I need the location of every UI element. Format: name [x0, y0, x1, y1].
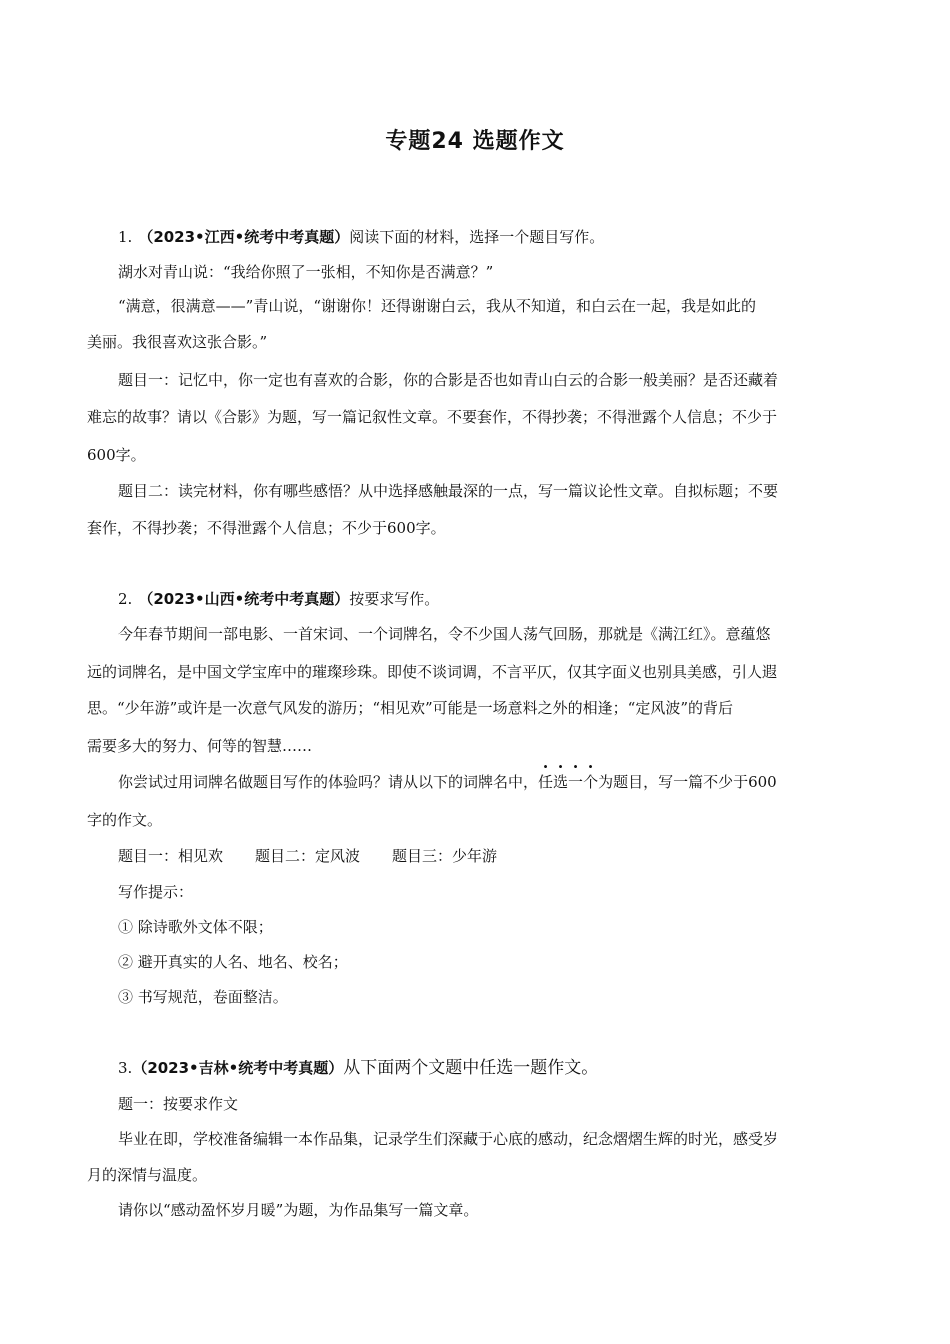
question-1-number: 1.	[118, 228, 133, 246]
emphasis-char: 一	[568, 773, 584, 791]
q2-paragraph: 思。“少年游”或许是一次意气风发的游历；“相见欢”可能是一场意料之外的相逢；“定风波”的背后	[87, 699, 734, 717]
question-1-header	[118, 227, 604, 247]
question-2-header	[118, 589, 439, 609]
emphasis-char: 选	[553, 773, 569, 791]
q2-requirement-text: 为题目，写一篇不少于600	[598, 773, 777, 791]
emphasis-char: 个	[583, 773, 599, 791]
question-1-instruction: 阅读下面的材料，选择一个题目写作。	[349, 228, 605, 246]
q1-topic-1: 难忘的故事？请以《合影》为题，写一篇记叙性文章。不要套作，不得抄袭；不得泄露个人信息；不少于	[87, 408, 778, 426]
emphasis-char: 任	[538, 773, 554, 791]
q2-option-3: 题目三：少年游	[392, 847, 498, 865]
question-3-number: 3.	[118, 1059, 133, 1077]
q3-paragraph: 请你以“感动盈怀岁月暖”为题，为作品集写一篇文章。	[118, 1201, 479, 1219]
q2-option-2: 题目二：定风波	[255, 847, 361, 865]
q2-tip: ③ 书写规范，卷面整洁。	[118, 988, 288, 1006]
q2-paragraph: 远的词牌名，是中国文学宝库中的璀璨珍珠。即使不谈词调，不言平仄，仅其字面义也别具美感，引人遐	[87, 663, 778, 681]
q2-tips-heading: 写作提示：	[118, 883, 194, 901]
q1-topic-2: 套作，不得抄袭；不得泄露个人信息；不少于600字。	[87, 519, 446, 537]
question-2-instruction: 按要求写作。	[349, 590, 440, 608]
question-3-source: （2023•吉林•统考中考真题）	[132, 1059, 344, 1077]
q2-option-1: 题目一：相见欢	[118, 847, 224, 865]
page-title: 专题24 选题作文	[385, 129, 565, 154]
q1-paragraph: 湖水对青山说：“我给你照了一张相，不知你是否满意？”	[118, 263, 494, 281]
q1-topic-2: 题目二：读完材料，你有哪些感悟？从中选择感触最深的一点，写一篇议论性文章。自拟标题；不要	[118, 482, 779, 500]
q3-topic-1: 题一：按要求作文	[118, 1095, 239, 1113]
question-3-header	[118, 1058, 598, 1078]
q1-paragraph: 美丽。我很喜欢这张合影。”	[87, 333, 268, 351]
question-2-source: （2023•山西•统考中考真题）	[138, 590, 350, 608]
question-3-instruction: 从下面两个文题中任选一题作文。	[343, 1058, 599, 1078]
q3-paragraph: 毕业在即，学校准备编辑一本作品集，记录学生们深藏于心底的感动，纪念熠熠生辉的时光，感受岁	[118, 1130, 779, 1148]
q1-paragraph: “满意，很满意——”青山说，“谢谢你！还得谢谢白云，我从不知道，和白云在一起，我是如此的	[118, 297, 757, 315]
q2-paragraph: 今年春节期间一部电影、一首宋词、一个词牌名，令不少国人荡气回肠，那就是《满江红》。意蕴悠	[118, 625, 771, 643]
q2-tip: ① 除诗歌外文体不限；	[118, 918, 273, 936]
q2-options	[118, 846, 497, 866]
q3-paragraph: 月的深情与温度。	[87, 1166, 208, 1184]
q1-topic-1: 600字。	[87, 446, 146, 464]
q2-paragraph: 需要多大的努力、何等的智慧……	[87, 737, 313, 755]
q2-requirement: 字的作文。	[87, 811, 163, 829]
q2-tip: ② 避开真实的人名、地名、校名；	[118, 953, 348, 971]
question-2-number: 2.	[118, 590, 133, 608]
q1-topic-1: 题目一：记忆中，你一定也有喜欢的合影，你的合影是否也如青山白云的合影一般美丽？是否还藏着	[118, 371, 779, 389]
q2-requirement	[118, 772, 777, 792]
question-1-source: （2023•江西•统考中考真题）	[138, 228, 350, 246]
q2-requirement-text: 你尝试过用词牌名做题目写作的体验吗？请从以下的词牌名中，	[118, 773, 539, 791]
